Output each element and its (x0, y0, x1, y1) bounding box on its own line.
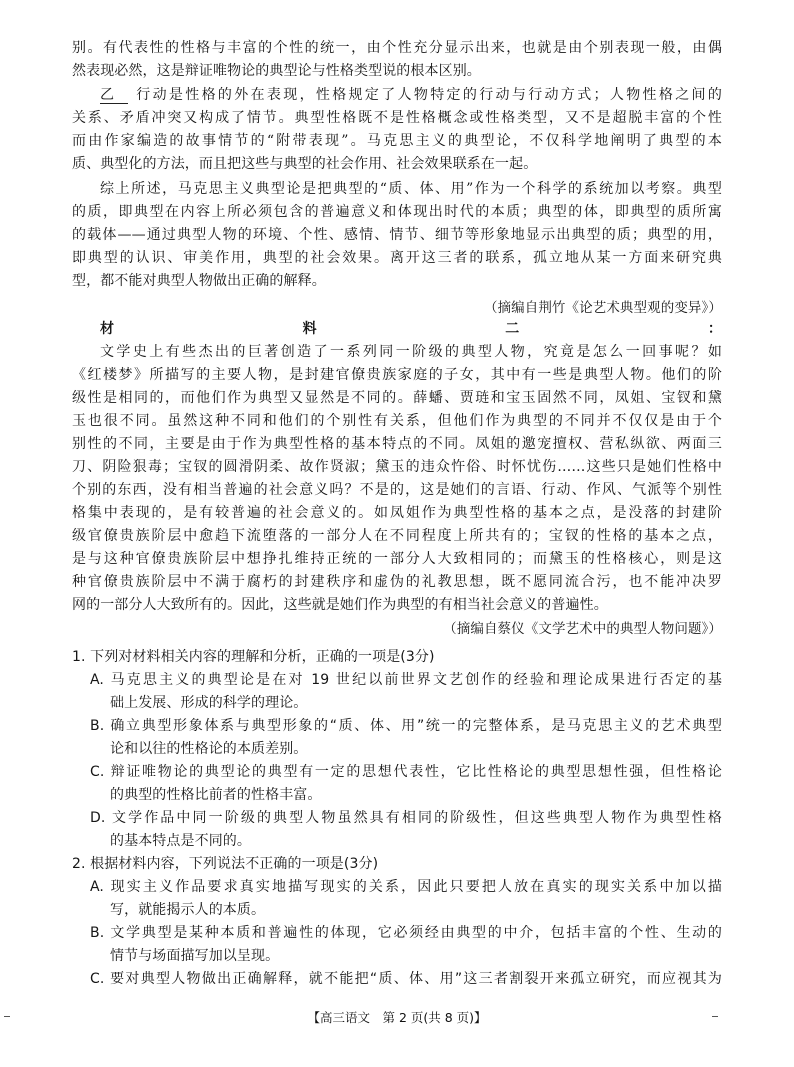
option-c-line[interactable]: C. 辩证唯物论的典型论的典型有一定的思想代表性，它比性格论的典型思想性强，但性格论 (90, 764, 722, 780)
text-line: 综上所述，马克思主义典型论是把典型的“质、体、用”作为一个科学的系统加以考察。典型 (100, 181, 722, 197)
material-two (72, 318, 722, 641)
option-c-line[interactable]: C. 要对典型人物做出正确解释，就不能把“质、体、用”这三者割裂开来孤立研究，而应视其为 (90, 971, 722, 987)
text-line: 级官僚贵族阶层中愈趋下流堕落的一部分人在不同程度上所共有的；宝钗的性格的基本之点， (72, 528, 722, 544)
text-line: 质、典型化的方法，而且把这些与典型的社会作用、社会效果联系在一起。 (72, 156, 538, 172)
question-2 (72, 853, 722, 991)
scan-mark (712, 1016, 718, 1017)
text-line: 网的一部分人大致所有的。因此，这些就是她们作为典型的有相当社会意义的普遍性。 (72, 597, 608, 613)
text-line: 即典型的认识、审美作用，典型的社会效果。离开这三者的联系，孤立地从某一方面来研究典 (72, 250, 722, 266)
text-line: 别。有代表性的性格与丰富的个性的统一，由个性充分显示出来，也就是由个别表现一般，由偶 (72, 40, 722, 56)
paragraph-continuation (72, 37, 722, 83)
text-line: 刀、阴险狠毒；宝钗的圆滑阴柔、故作贤淑；黛玉的违众忤俗、时怀忧伤……这些只是她们性格中 (72, 459, 722, 475)
text-line: 是与这种官僚贵族阶层中想挣扎维持正统的一部分人大致相同的；而黛玉的性格核心，则是这 (72, 551, 722, 567)
option-b-line[interactable]: B. 文学典型是某种本质和普遍性的体现，它必须经由典型的中介，包括丰富的个性、生动的 (90, 925, 722, 941)
option-b-cont[interactable]: 情节与场面描写加以呈现。 (110, 948, 280, 964)
option-b-cont[interactable]: 论和以往的性格论的本质差别。 (110, 741, 308, 757)
question-stem: 1. 下列对材料相关内容的理解和分析，正确的一项是(3分) (72, 649, 435, 665)
option-a-cont[interactable]: 础上发展、形成的科学的理论。 (110, 695, 308, 711)
text-line: 别性的不同，主要是由于作为典型性格的基本特点的不同。凤姐的邀宠擅权、营私纵欲、两面三 (72, 436, 722, 452)
option-a-cont[interactable]: 写，就能揭示人的本质。 (110, 902, 266, 918)
question-stem: 2. 根据材料内容，下列说法不正确的一项是(3分) (72, 856, 379, 872)
text-line: 然表现必然，这是辩证唯物论的典型论与性格类型说的根本区别。 (72, 63, 481, 79)
text-line: 格集中表现的，是有较普遍的社会意义的。如凤姐作为典型性格的基本之点，是没落的封建阶 (72, 505, 722, 521)
text-line: 的质，即典型在内容上所必须包含的普遍意义和体现出时代的本质；典型的体，即典型的质所寓 (72, 204, 722, 220)
text-line: 文学史上有些杰出的巨著创造了一系列同一阶级的典型人物，究竟是怎么一回事呢？如 (100, 344, 722, 360)
paragraph-summary (72, 178, 722, 320)
option-c-cont[interactable]: 的典型的性格比前者的性格丰富。 (110, 787, 322, 803)
text-line: 玉也很不同。虽然这种不同和他们的个别性有关系，但他们作为典型的不同并不仅仅是由于个 (72, 413, 722, 429)
option-a-line[interactable]: A. 现实主义作品要求真实地描写现实的关系，因此只要把人放在真实的现实关系中加以描 (90, 879, 722, 895)
option-d-line[interactable]: D. 文学作品中同一阶级的典型人物虽然具有相同的阶级性，但这些典型人物作为典型性格 (90, 810, 722, 826)
text-line: 《红楼梦》所描写的主要人物，是封建官僚贵族家庭的子女，其中有一些是典型人物。他们的阶 (72, 367, 722, 383)
text-line: 的载体——通过典型人物的环境、个性、感情、情节、细节等形象地显示出典型的质；典型的用， (72, 227, 722, 243)
scan-mark (4, 1016, 10, 1017)
text-line: 种官僚贵族阶层中不满于腐朽的封建秩序和虚伪的礼教思想，既不愿同流合污，也不能冲决罗 (72, 574, 722, 590)
option-d-cont[interactable]: 的基本特点是不同的。 (110, 833, 251, 849)
text-line (72, 84, 722, 107)
text-line-rest: 行动是性格的外在表现，性格规定了人物特定的行动与行动方式；人物性格之间的 (134, 87, 722, 103)
text-line: 关系、矛盾冲突又构成了情节。典型性格既不是性格概念或性格类型，又不是超脱丰富的个性 (72, 110, 722, 126)
text-line: 而由作家编造的故事情节的“附带表现”。马克思主义的典型论，不仅科学地阐明了典型的本 (72, 133, 722, 149)
text-line: 级性是相同的，而他们作为典型又显然是不同的。薛蟠、贾琏和宝玉固然不同，凤姐、宝钗和黛 (72, 390, 722, 406)
option-a-line[interactable]: A. 马克思主义的典型论是在对 19 世纪以前世界文艺创作的经验和理论成果进行否定的基 (90, 672, 722, 688)
paragraph-blank-yi (72, 84, 722, 176)
question-1 (72, 646, 722, 853)
source-citation: （摘编自蔡仪《文学艺术中的典型人物问题》） (443, 621, 722, 637)
option-b-line[interactable]: B. 确立典型形象体系与典型形象的“质、体、用”统一的完整体系，是马克思主义的艺术典型 (90, 718, 722, 734)
page-footer: 【高三语文 第 2 页(共 8 页)】 (307, 1010, 487, 1025)
text-line: 个别的东西，没有相当普遍的社会意义吗？不是的，这是她们的言语、行动、作风、气派等个别性 (72, 482, 722, 498)
section-heading: 材料二： (100, 321, 722, 337)
source-citation: （摘编自荆竹《论艺术典型观的变异》） (483, 300, 722, 316)
text-line: 型，都不能对典型人物做出正确的解释。 (72, 273, 326, 289)
fill-blank-yi: 乙 (100, 87, 128, 104)
